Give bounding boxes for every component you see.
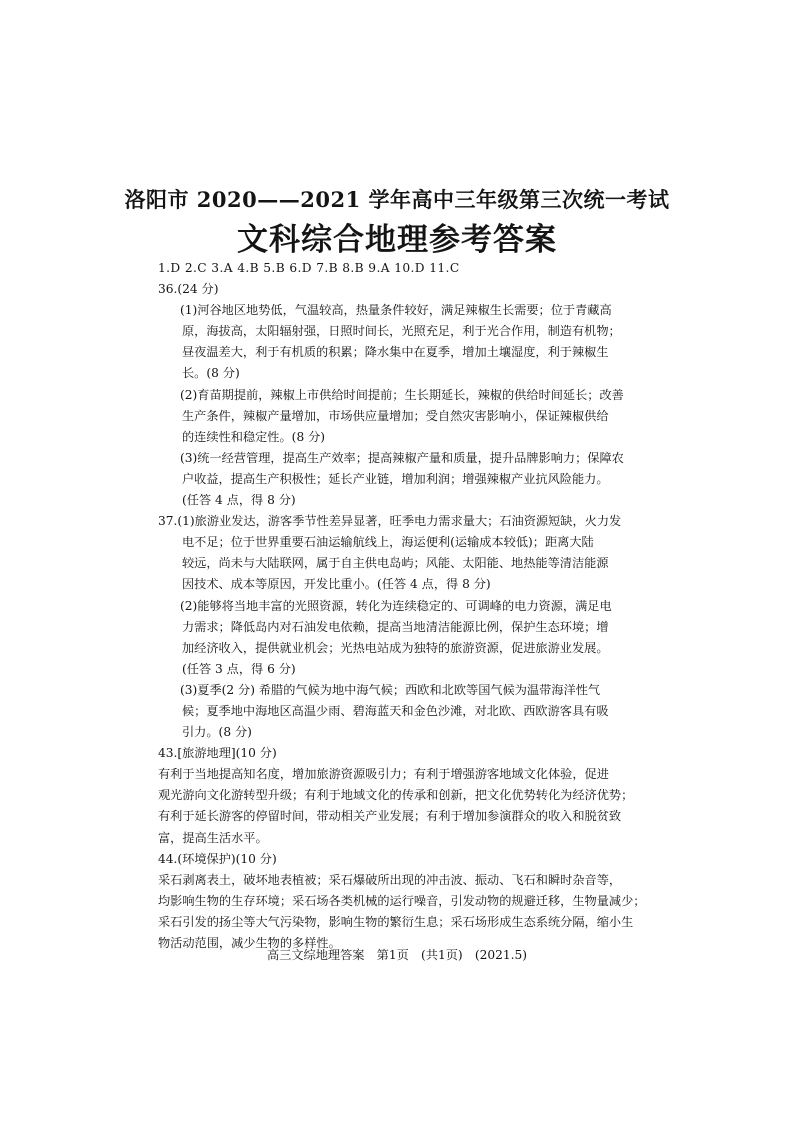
answer-line: 长。(8 分)	[182, 366, 240, 381]
answer-line: 较远，尚未与大陆联网，属于自主供电岛屿；风能、太阳能、地热能等清洁能源	[182, 556, 609, 571]
answer-line: 原，海拔高，太阳辐射强，日照时间长，光照充足，利于光合作用，制造有机物；	[182, 324, 621, 339]
answer-line: 候；夏季地中海地区高温少雨、碧海蓝天和金色沙滩，对北欧、西欧游客具有吸	[182, 703, 609, 718]
answer-line: 36.(24 分)	[158, 282, 219, 297]
answer-line: 有利于延长游客的停留时间，带动相关产业发展；有利于增加参演群众的收入和脱贫致	[158, 809, 622, 824]
answer-line: 加经济收入，提供就业机会；光热电站成为独特的旅游资源，促进旅游业发展。	[182, 640, 609, 655]
answer-line: 物活动范围，减少生物的多样性。	[158, 936, 341, 950]
answer-line: (任答 3 点，得 6 分)	[182, 661, 296, 676]
answer-line: 户收益，提高生产积极性；延长产业链，增加利润；增强辣椒产业抗风险能力。	[182, 471, 609, 486]
answer-line: 因技术、成本等原因，开发比重小。(任答 4 点，得 8 分)	[182, 577, 491, 592]
answer-line: 力需求；降低岛内对石油发电依赖，提高当地清洁能源比例，保护生态环境；增	[182, 619, 609, 634]
answer-line: 37.(1)旅游业发达，游客季节性差异显著，旺季电力需求量大；石油资源短缺，火力发	[158, 514, 622, 529]
answer-body	[158, 258, 654, 954]
answer-line: (3)统一经营管理，提高生产效率；提高辣椒产量和质量，提升品牌影响力；保障农	[180, 450, 624, 465]
answer-line: 43.[旅游地理](10 分)	[158, 746, 277, 761]
answer-line: 引力。(8 分)	[182, 725, 252, 740]
answer-line: 采石剥离表土，破坏地表植被；采石爆破所出现的冲击波、振动、飞石和瞬时杂音等，	[158, 872, 622, 887]
answer-line: 采石引发的扬尘等大气污染物，影响生物的繁衍生息；采石场形成生态系统分隔，缩小生	[158, 914, 634, 929]
exam-title: 洛阳市 2020——2021 学年高中三年级第三次统一考试	[124, 187, 670, 212]
answer-line: 富，提高生活水平。	[158, 830, 268, 845]
answer-line: (2)能够将当地丰富的光照资源，转化为连续稳定的、可调峰的电力资源，满足电	[180, 598, 612, 613]
answer-line: 44.(环境保护)(10 分)	[158, 851, 277, 866]
answer-line: (任答 4 点，得 8 分)	[182, 493, 296, 508]
page-footer: 高三文综地理答案 第1页 (共1页) (2021.5)	[267, 948, 527, 962]
answer-line: 生产条件，辣椒产量增加，市场供应量增加；受自然灾害影响小，保证辣椒供给	[182, 408, 609, 423]
answer-line: 电不足；位于世界重要石油运输航线上，海运便利(运输成本较低)；距离大陆	[182, 535, 594, 550]
answer-line: (2)育苗期提前，辣椒上市供给时间提前；生长期延长，辣椒的供给时间延长；改善	[180, 387, 624, 402]
answer-line: 均影响生物的生存环境；采石场各类机械的运行噪音，引发动物的规避迁移，生物量减少；	[158, 893, 646, 908]
answer-line: 观光游向文化游转型升级；有利于地域文化的传承和创新，把文化优势转化为经济优势；	[158, 788, 634, 803]
answer-line: 昼夜温差大，利于有机质的积累；降水集中在夏季，增加土壤湿度，利于辣椒生	[182, 345, 609, 360]
answer-line: 有利于当地提高知名度，增加旅游资源吸引力；有利于增强游客地域文化体验，促进	[158, 767, 609, 782]
answer-line: 的连续性和稳定性。(8 分)	[182, 429, 326, 444]
answer-line: (3)夏季(2 分) 希腊的气候为地中海气候；西欧和北欧等国气候为温带海洋性气	[180, 682, 601, 697]
answer-line: 1.D 2.C 3.A 4.B 5.B 6.D 7.B 8.B 9.A 10.D 11.C	[158, 261, 460, 275]
document-title: 文科综合地理参考答案	[237, 222, 557, 258]
answer-line: (1)河谷地区地势低，气温较高，热量条件较好，满足辣椒生长需要；位于青藏高	[180, 303, 612, 318]
